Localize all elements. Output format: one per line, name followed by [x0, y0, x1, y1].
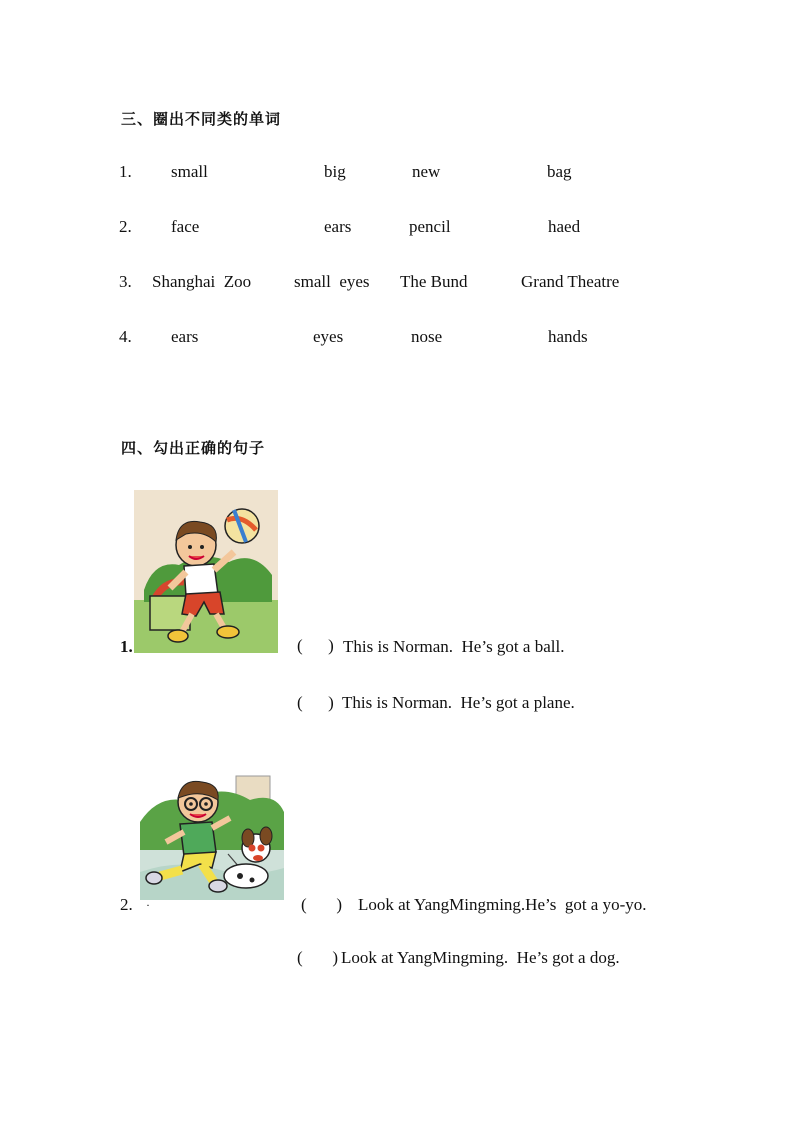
section-3-heading: 三、圈出不同类的单词	[121, 110, 282, 128]
row-number: 4.	[119, 327, 132, 346]
word-option[interactable]: small	[171, 162, 208, 181]
word-option[interactable]: small eyes	[294, 272, 370, 291]
stray-dot: ·	[146, 898, 150, 912]
answer-checkbox[interactable]: ( )	[297, 948, 339, 967]
word-option[interactable]: bag	[547, 162, 572, 181]
sentence-option: Look at YangMingming. He’s got a dog.	[341, 948, 620, 967]
word-option[interactable]: nose	[411, 327, 443, 346]
word-option[interactable]: Shanghai Zoo	[152, 272, 252, 291]
sentence-option: This is Norman. He’s got a plane.	[342, 693, 575, 712]
boy-with-dog-illustration	[140, 772, 284, 900]
word-option[interactable]: big	[324, 162, 346, 181]
word-option[interactable]: hands	[548, 327, 588, 346]
word-option[interactable]: face	[171, 217, 200, 236]
answer-checkbox[interactable]: ( )	[301, 895, 343, 914]
sentence-option: Look at YangMingming.He’s got a yo-yo.	[358, 895, 647, 914]
word-option[interactable]: pencil	[409, 217, 451, 236]
section-4-heading: 四、勾出正确的句子	[121, 439, 266, 457]
item-number: 2.	[120, 895, 133, 914]
word-option[interactable]: haed	[548, 217, 581, 236]
word-option[interactable]: new	[412, 162, 441, 181]
row-number: 1.	[119, 162, 132, 181]
answer-checkbox[interactable]: ( )	[297, 693, 334, 712]
row-number: 2.	[119, 217, 132, 236]
answer-checkbox[interactable]: ( )	[297, 636, 334, 655]
word-option[interactable]: ears	[171, 327, 199, 346]
word-option[interactable]: eyes	[313, 327, 344, 346]
word-option[interactable]: Grand Theatre	[521, 272, 620, 291]
boy-with-ball-illustration	[134, 490, 278, 653]
word-option[interactable]: The Bund	[400, 272, 468, 291]
word-option[interactable]: ears	[324, 217, 352, 236]
row-number: 3.	[119, 272, 132, 291]
sentence-option: This is Norman. He’s got a ball.	[343, 637, 565, 656]
item-number: 1.	[120, 637, 133, 656]
